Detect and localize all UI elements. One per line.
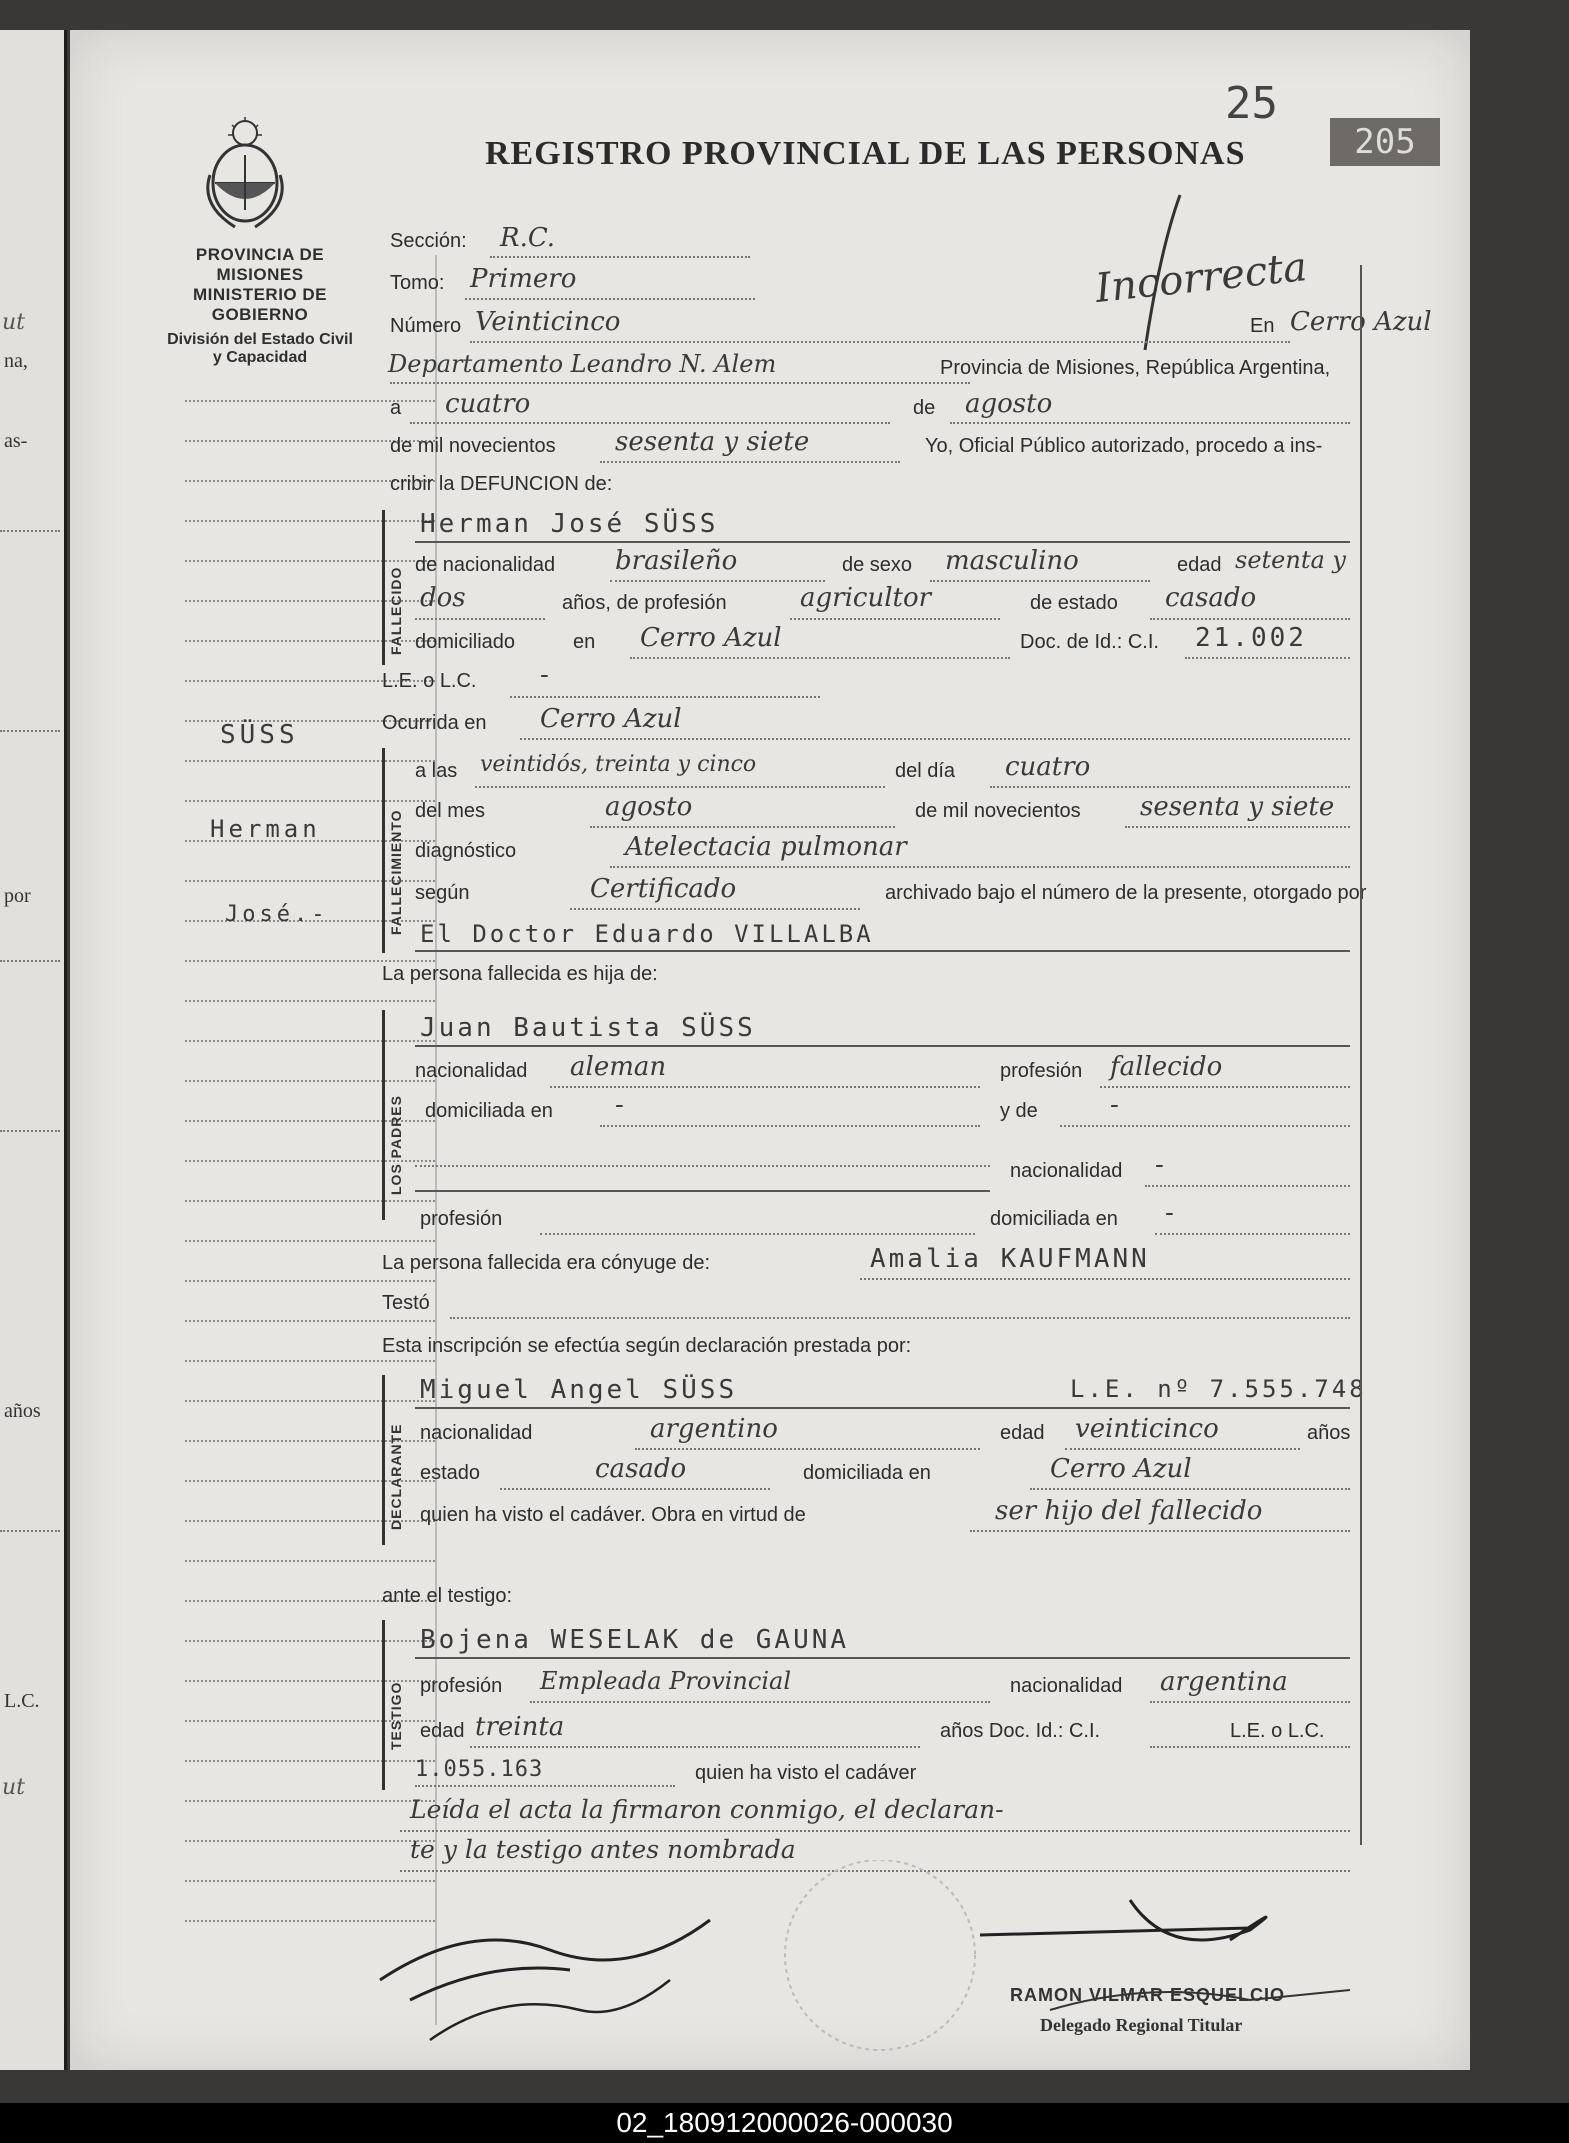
conyuge-value: Amalia KAUFMANN xyxy=(870,1244,1150,1274)
en-label: En xyxy=(1250,315,1275,337)
nacionalidad-label: de nacionalidad xyxy=(415,554,556,576)
margin-given-name-2: José.- xyxy=(225,902,329,927)
coat-of-arms-icon xyxy=(190,115,300,235)
declarante-le: L.E. nº 7.555.748 xyxy=(1070,1375,1367,1403)
signature-stroke xyxy=(1120,190,1200,360)
padres-tag: LOS PADRES xyxy=(388,1095,404,1195)
testigo-profesion-value: Empleada Provincial xyxy=(540,1667,791,1695)
mes-fallecimiento-value: agosto xyxy=(605,792,693,822)
numero-label: Número xyxy=(390,315,462,337)
declarante-domicilio-label: domiciliada en xyxy=(803,1462,931,1484)
doc-id-value: 21.002 xyxy=(1195,623,1307,653)
testigo-profesion-label: profesión xyxy=(420,1675,503,1697)
testigo-nacionalidad-label: nacionalidad xyxy=(1010,1675,1123,1697)
anios-profesion-label: años, de profesión xyxy=(562,592,727,614)
profesion-value: agricultor xyxy=(800,583,932,613)
quien-vio-label: quien ha visto el cadáver. Obra en virtud de xyxy=(420,1504,806,1526)
padres-profesion-value: fallecido xyxy=(1110,1052,1223,1082)
le-lc-value: - xyxy=(540,660,549,690)
mil-novecientos-label-2: de mil novecientos xyxy=(915,800,1081,822)
day-value: cuatro xyxy=(445,389,531,419)
madre-domicilio-label: domiciliada en xyxy=(990,1208,1118,1230)
oficial-label: Yo, Oficial Público autorizado, procedo a ins- xyxy=(925,435,1323,457)
testigo-tag: TESTIGO xyxy=(388,1681,404,1750)
official-name: RAMON VILMAR ESQUELCIO xyxy=(1010,1985,1286,2005)
divider xyxy=(0,1530,60,1532)
testigo-name: Bojena WESELAK de GAUNA xyxy=(420,1625,850,1655)
left-page-fragment: años xyxy=(4,1400,41,1422)
testo-label: Testó xyxy=(382,1292,430,1314)
fallecido-tag: FALLECIDO xyxy=(388,566,404,655)
dia-value: cuatro xyxy=(1005,752,1091,782)
testigo-le-label: L.E. o L.C. xyxy=(1230,1720,1325,1742)
hora-value: veintidós, treinta y cinco xyxy=(480,752,757,777)
closing-line-2: te y la testigo antes nombrada xyxy=(410,1835,796,1864)
conyuge-label: La persona fallecida era cónyuge de: xyxy=(382,1252,711,1274)
en-virtud-value: ser hijo del fallecido xyxy=(995,1496,1263,1526)
margin-surname: SÜSS xyxy=(220,720,299,750)
tomo-value: Primero xyxy=(470,264,577,294)
padres-domicilio-value: - xyxy=(615,1090,624,1120)
diagnostico-value: Atelectacia pulmonar xyxy=(625,832,907,862)
testigo-doc-label: años Doc. Id.: C.I. xyxy=(940,1720,1101,1742)
ocurrida-value: Cerro Azul xyxy=(540,704,682,734)
provincia-label: Provincia de Misiones, República Argentina, xyxy=(940,357,1331,379)
y-de-label: y de xyxy=(1000,1100,1038,1122)
inscribir-label: cribir la DEFUNCION de: xyxy=(390,473,613,495)
left-page-edge xyxy=(0,30,67,2070)
declarante-estado-label: estado xyxy=(420,1462,481,1484)
le-lc-label: L.E. o L.C. xyxy=(382,670,477,692)
divider xyxy=(0,730,60,732)
inscripcion-label: Esta inscripción se efectúa según declaración prestada por: xyxy=(382,1335,912,1357)
org-division: División del Estado Civil xyxy=(167,331,353,348)
sexo-label: de sexo xyxy=(842,554,913,576)
record-page xyxy=(70,30,1470,2070)
page-stamp: 205 xyxy=(1330,118,1440,166)
en-label-2: en xyxy=(573,631,596,653)
madre-nacionalidad-value: - xyxy=(1155,1150,1164,1180)
margin-given-name: Herman xyxy=(210,815,321,843)
doc-id-label: Doc. de Id.: C.I. xyxy=(1020,631,1159,653)
diagnostico-label: diagnóstico xyxy=(415,840,517,862)
declarante-estado-value: casado xyxy=(595,1454,687,1484)
doctor-value: El Doctor Eduardo VILLALBA xyxy=(420,920,874,948)
org-ministry: MINISTERIO DE GOBIERNO xyxy=(192,285,327,324)
edad-value: setenta y xyxy=(1235,546,1346,574)
org-division-line2: y Capacidad xyxy=(212,349,308,366)
madre-domicilio-value: - xyxy=(1165,1198,1174,1228)
padres-intro: La persona fallecida es hija de: xyxy=(382,963,658,985)
image-id-caption: 02_180912000026-000030 xyxy=(0,2103,1569,2143)
fallecimiento-tag: FALLECIMIENTO xyxy=(388,809,404,935)
declarante-domicilio-value: Cerro Azul xyxy=(1050,1454,1192,1484)
anio-fallecimiento-value: sesenta y siete xyxy=(1140,792,1335,822)
padres-domicilio-label: domiciliada en xyxy=(425,1100,553,1122)
padres-profesion-label: profesión xyxy=(1000,1060,1083,1082)
left-page-fragment: ut xyxy=(2,310,26,335)
edad-value-cont: dos xyxy=(420,583,466,613)
divider xyxy=(0,1130,60,1132)
deceased-name: Herman José SÜSS xyxy=(420,509,719,539)
divider xyxy=(0,530,60,532)
declarante-edad-label: edad xyxy=(1000,1422,1045,1444)
declarante-nacionalidad-label: nacionalidad xyxy=(420,1422,533,1444)
seccion-value: R.C. xyxy=(500,223,556,253)
testigo-quien-label: quien ha visto el cadáver xyxy=(695,1762,917,1784)
testigo-le-value: 1.055.163 xyxy=(415,1757,544,1782)
de-label: de xyxy=(913,397,936,419)
testigo-edad-label: edad xyxy=(420,1720,465,1742)
sexo-value: masculino xyxy=(945,546,1079,576)
month-value: agosto xyxy=(965,389,1053,419)
estado-label: de estado xyxy=(1030,592,1118,614)
left-page-fragment: na, xyxy=(4,350,28,372)
segun-value: Certificado xyxy=(590,874,737,904)
segun-label: según xyxy=(415,882,470,904)
year-value: sesenta y siete xyxy=(615,427,810,457)
del-dia-label: del día xyxy=(895,760,956,782)
del-mes-label: del mes xyxy=(415,800,486,822)
mil-novecientos-label: de mil novecientos xyxy=(390,435,556,457)
testigo-intro: ante el testigo: xyxy=(382,1585,513,1607)
padres-nacionalidad-label: nacionalidad xyxy=(415,1060,528,1082)
declarante-name: Miguel Angel SÜSS xyxy=(420,1375,738,1405)
nacionalidad-value: brasileño xyxy=(615,546,738,576)
a-label: a xyxy=(390,397,402,419)
domiciliado-label: domiciliado xyxy=(415,631,516,653)
en-value: Cerro Azul xyxy=(1290,307,1432,337)
left-page-fragment: L.C. xyxy=(4,1690,40,1712)
estado-value: casado xyxy=(1165,583,1257,613)
seccion-label: Sección: xyxy=(390,230,467,252)
official-role: Delegado Regional Titular xyxy=(1040,2015,1243,2035)
departamento-value: Departamento Leandro N. Alem xyxy=(388,350,777,378)
declarante-nacionalidad-value: argentino xyxy=(650,1414,778,1444)
issuing-office xyxy=(160,245,360,367)
ocurrida-label: Ocurrida en xyxy=(382,712,487,734)
declarante-tag: DECLARANTE xyxy=(388,1423,404,1530)
left-page-fragment: por xyxy=(4,885,31,907)
a-las-label: a las xyxy=(415,760,458,782)
father-name: Juan Bautista SÜSS xyxy=(420,1013,756,1043)
divider xyxy=(0,960,60,962)
left-page-fragment: as- xyxy=(4,430,28,452)
tomo-label: Tomo: xyxy=(390,272,445,294)
left-page-fragment: ut xyxy=(2,1775,26,1800)
domicilio-value: Cerro Azul xyxy=(640,623,782,653)
closing-line-1: Leída el acta la firmaron conmigo, el declaran- xyxy=(410,1795,1004,1824)
madre-profesion-label: profesión xyxy=(420,1208,503,1230)
folio-number: 25 xyxy=(1225,78,1278,129)
org-province: PROVINCIA DE MISIONES xyxy=(195,245,325,284)
numero-value: Veinticinco xyxy=(475,307,621,337)
padres-nacionalidad-value: aleman xyxy=(570,1052,667,1082)
registrar-initial-signature: Incorrecta xyxy=(1093,244,1310,312)
madre-nacionalidad-label: nacionalidad xyxy=(1010,1160,1123,1182)
page-title: REGISTRO PROVINCIAL DE LAS PERSONAS xyxy=(485,135,1246,172)
testigo-nacionalidad-value: argentina xyxy=(1160,1667,1288,1697)
archivado-label: archivado bajo el número de la presente, otorgado por xyxy=(885,882,1367,904)
y-de-value: - xyxy=(1110,1090,1119,1120)
declarante-edad-value: veinticinco xyxy=(1075,1414,1219,1444)
testigo-edad-value: treinta xyxy=(475,1712,565,1742)
edad-label: edad xyxy=(1177,554,1222,576)
declarante-anios-label: años xyxy=(1307,1422,1351,1444)
